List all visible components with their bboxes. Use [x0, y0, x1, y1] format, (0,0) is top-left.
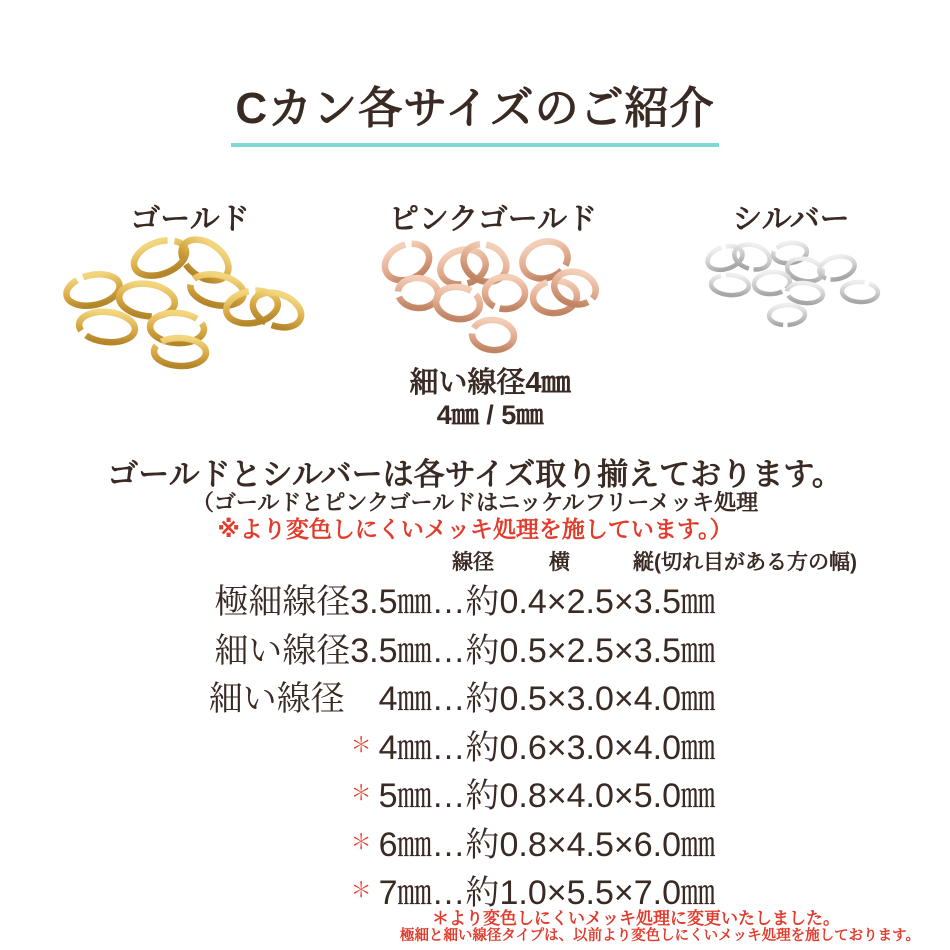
size-row: [202, 673, 715, 722]
gold-rings-image: [78, 240, 328, 370]
size-row: [202, 625, 715, 674]
size-row-text: 7㎜…約1.0×5.5×7.0㎜: [378, 874, 715, 912]
pink-gold-label: ピンクゴールド: [388, 203, 598, 236]
asterisk-mark: ＊: [350, 879, 372, 902]
pink-gold-rings-image: [385, 232, 610, 357]
note-main: ゴールドとシルバーは各サイズ取り揃えております。: [107, 457, 843, 492]
size-row: [202, 576, 715, 625]
asterisk-mark: ＊: [350, 733, 372, 757]
size-row-text: 細い線径 4㎜…約0.5×3.0×4.0㎜: [208, 680, 715, 718]
page-title: Cカン各サイズのご紹介: [231, 72, 718, 147]
col-header-wire-diameter: 線径: [452, 551, 494, 574]
footnote-plating-change: ＊より変色しにくいメッキ処理に変更いたしました。: [432, 909, 840, 928]
size-row-text: 細い線径3.5㎜…約0.5×2.5×3.5㎜: [214, 631, 715, 670]
col-header-width: 横: [549, 551, 570, 574]
size-row-text: 6㎜…約0.8×4.5×6.0㎜: [378, 825, 715, 864]
size-row: [202, 722, 715, 771]
title-row: [0, 72, 950, 147]
asterisk-mark: ＊: [350, 782, 372, 805]
size-row-text: 極細線径3.5㎜…約0.4×2.5×3.5㎜: [214, 583, 715, 621]
size-row: [202, 819, 715, 868]
note-sub: （ゴールドとピンクゴールドはニッケルフリーメッキ処理: [191, 490, 759, 515]
size-row-text: 4㎜…約0.6×3.0×4.0㎜: [378, 728, 715, 767]
caption-sizes: 4㎜ / 5㎜: [436, 400, 544, 430]
asterisk-mark: ＊: [350, 830, 372, 854]
footnote-thin-types: 極細と細い線径タイプは、以前より変色しにくいメッキ処理を施しております。: [399, 928, 920, 944]
gold-label: ゴールド: [130, 203, 250, 236]
silver-label: シルバー: [732, 203, 850, 236]
caption-wire-size: 細い線径4㎜: [409, 367, 571, 399]
silver-rings-image: [705, 240, 890, 345]
col-header-height: 縦(切れ目がある方の幅): [633, 551, 857, 574]
size-table: [202, 576, 715, 916]
size-row: [202, 770, 715, 819]
size-row-text: 5㎜…約0.8×4.0×5.0㎜: [378, 777, 715, 815]
note-plating-red: ※より変色しにくいメッキ処理を施しています。）: [217, 516, 733, 542]
